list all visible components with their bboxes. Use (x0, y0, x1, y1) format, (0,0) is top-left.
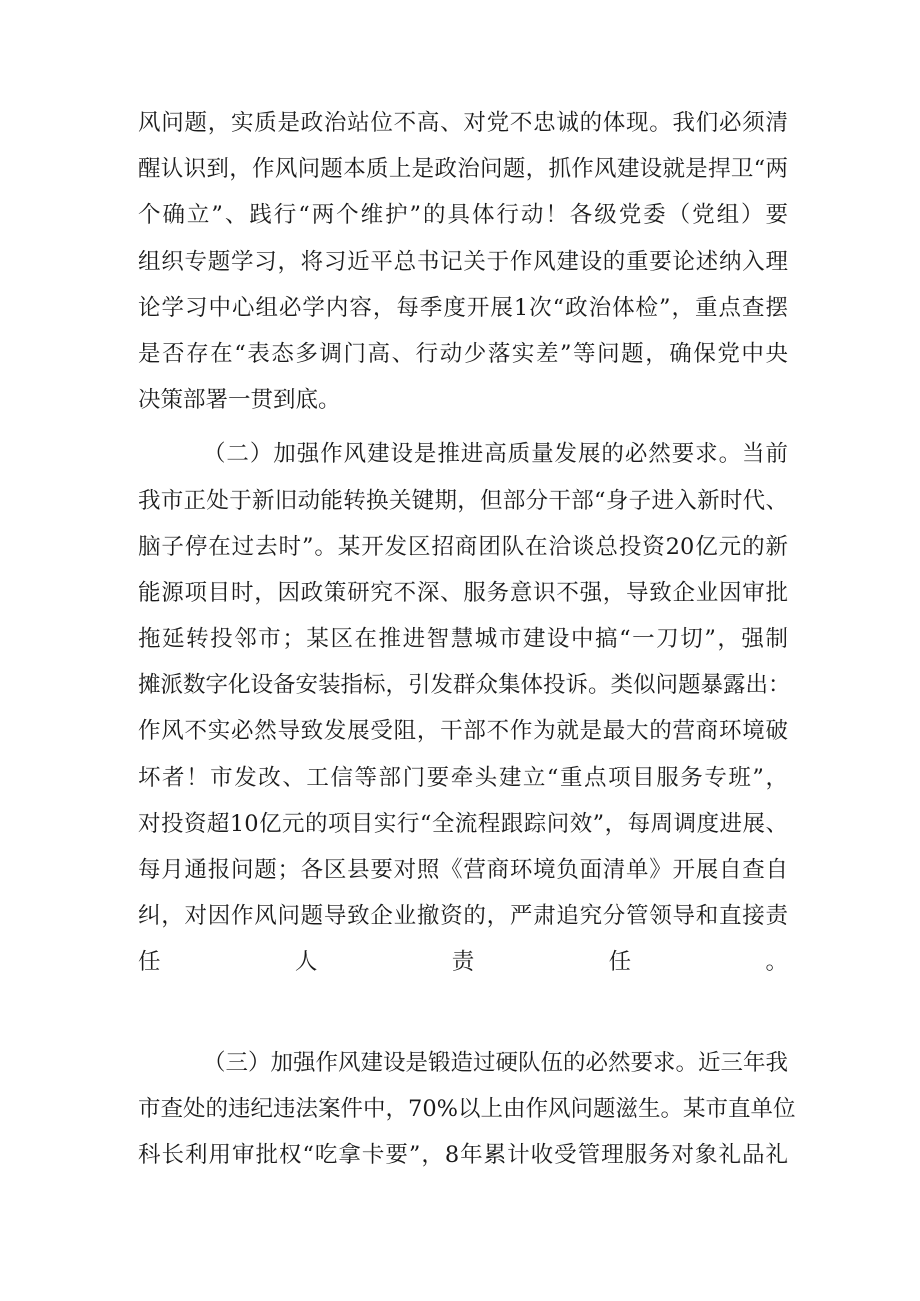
text-line: 醒认识到，作风问题本质上是政治问题，抓作风建设就是捍卫“两 (138, 156, 788, 183)
text-line: 作风不实必然导致发展受阻，干部不作为就是最大的营商环境破 (138, 718, 788, 745)
text-line: 个确立”、践行“两个维护”的具体行动！各级党委（党组）要 (138, 202, 788, 229)
text-line: 纠，对因作风问题导致企业撤资的，严肃追究分管领导和直接责 (138, 903, 788, 930)
section-heading-line: （三）加强作风建设是锻造过硬队伍的必然要求。近三年我 (203, 1049, 789, 1076)
text-line: 坏者！市发改、工信等部门要牵头建立“重点项目服务专班”， (138, 764, 788, 791)
paragraph-team-building (138, 1040, 796, 1179)
text-line (138, 986, 788, 1032)
text-line: 脑子停在过去时”。某开发区招商团队在洽谈总投资20亿元的新 (138, 533, 788, 560)
text-line: 拖延转投邻市；某区在推进智慧城市建设中搞“一刀切”，强制 (138, 626, 788, 653)
text-line: 风问题，实质是政治站位不高、对党不忠诚的体现。我们必须清 (138, 110, 788, 136)
text-line: 能源项目时，因政策研究不深、服务意识不强，导致企业因审批 (138, 579, 788, 606)
text-line: 决策部署一贯到底。 (138, 387, 341, 414)
paragraph-gap (138, 423, 788, 431)
paragraph-high-quality-development (138, 431, 791, 1031)
text-line: 摊派数字化设备安装指标，引发群众集体投诉。类似问题暴露出： (138, 672, 791, 699)
text-line: 论学习中心组必学内容，每季度开展1次“政治体检”，重点查摆 (138, 294, 788, 321)
paragraph-gap (138, 1032, 788, 1040)
text-line: 是否存在“表态多调门高、行动少落实差”等问题，确保党中央 (138, 340, 788, 367)
text-line: 任人责任。 (138, 949, 788, 976)
paragraph-political-standing (138, 100, 788, 423)
section-heading-line: （二）加强作风建设是推进高质量发展的必然要求。当前 (203, 441, 788, 468)
text-line: 组织专题学习，将习近平总书记关于作风建设的重要论述纳入理 (138, 248, 788, 275)
body-text (138, 100, 796, 1178)
text-line: 我市正处于新旧动能转换关键期，但部分干部“身子进入新时代、 (138, 487, 788, 514)
text-line: 科长利用审批权“吃拿卡要”，8年累计收受管理服务对象礼品礼 (138, 1142, 788, 1169)
text-line: 对投资超10亿元的项目实行“全流程跟踪问效”，每周调度进展、 (138, 810, 788, 837)
text-line: 市查处的违纪违法案件中，70%以上由作风问题滋生。某市直单位 (138, 1095, 796, 1122)
text-line: 每月通报问题；各区县要对照《营商环境负面清单》开展自查自 (138, 857, 788, 883)
